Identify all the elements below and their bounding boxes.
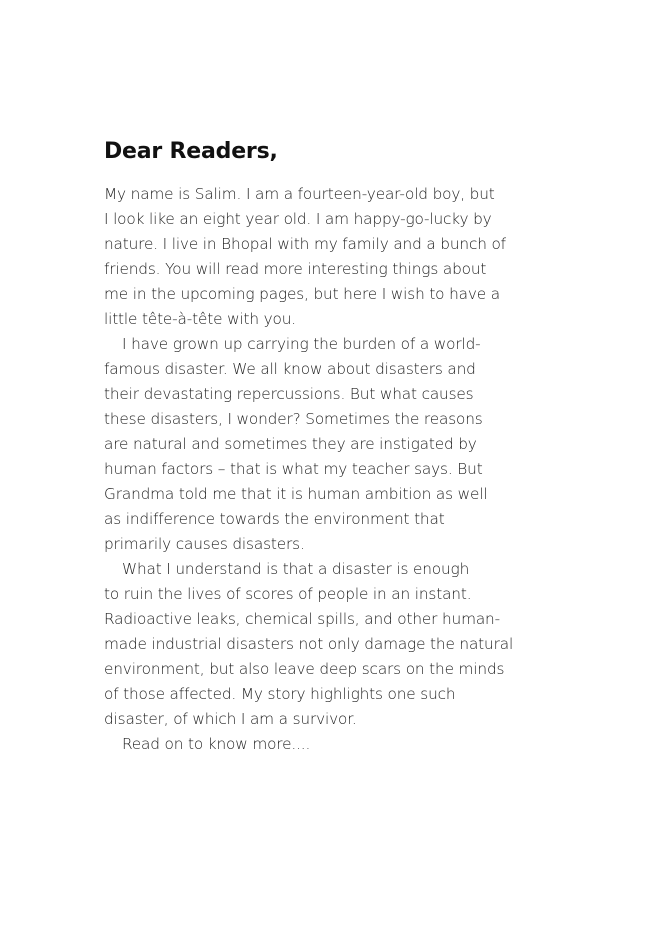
letter-page xyxy=(104,138,574,757)
text-line: their devastating repercussions. But what causes xyxy=(104,385,474,403)
text-line: made industrial disasters not only damage the natural xyxy=(104,635,514,653)
paragraph-understanding xyxy=(104,557,574,732)
text-line: primarily causes disasters. xyxy=(104,535,305,553)
text-line: What I understand is that a disaster is enough xyxy=(122,560,470,578)
letter-heading: Dear Readers, xyxy=(104,139,278,164)
text-line: I have grown up carrying the burden of a world- xyxy=(122,335,481,353)
text-line: nature. I live in Bhopal with my family and a bunch of xyxy=(104,235,506,253)
paragraph-intro xyxy=(104,182,574,332)
paragraph-burden xyxy=(104,332,574,557)
text-line: disaster, of which I am a survivor. xyxy=(104,710,357,728)
text-line: little tête-à-tête with you. xyxy=(104,310,297,328)
text-line: friends. You will read more interesting things about xyxy=(104,260,487,278)
text-line: Read on to know more.... xyxy=(122,735,311,753)
text-line: My name is Salim. I am a fourteen-year-old boy, but xyxy=(104,185,495,203)
text-line: Grandma told me that it is human ambition as well xyxy=(104,485,488,503)
text-line: as indifference towards the environment that xyxy=(104,510,445,528)
paragraph-closing xyxy=(104,732,574,757)
text-line: human factors – that is what my teacher says. But xyxy=(104,460,483,478)
text-line: of those affected. My story highlights one such xyxy=(104,685,456,703)
text-line: environment, but also leave deep scars on the minds xyxy=(104,660,505,678)
text-line: famous disaster. We all know about disasters and xyxy=(104,360,476,378)
text-line: I look like an eight year old. I am happy-go-lucky by xyxy=(104,210,492,228)
text-line: Radioactive leaks, chemical spills, and other human- xyxy=(104,610,500,628)
text-line: these disasters, I wonder? Sometimes the reasons xyxy=(104,410,483,428)
text-line: me in the upcoming pages, but here I wish to have a xyxy=(104,285,500,303)
text-line: to ruin the lives of scores of people in an instant. xyxy=(104,585,472,603)
text-line: are natural and sometimes they are instigated by xyxy=(104,435,477,453)
